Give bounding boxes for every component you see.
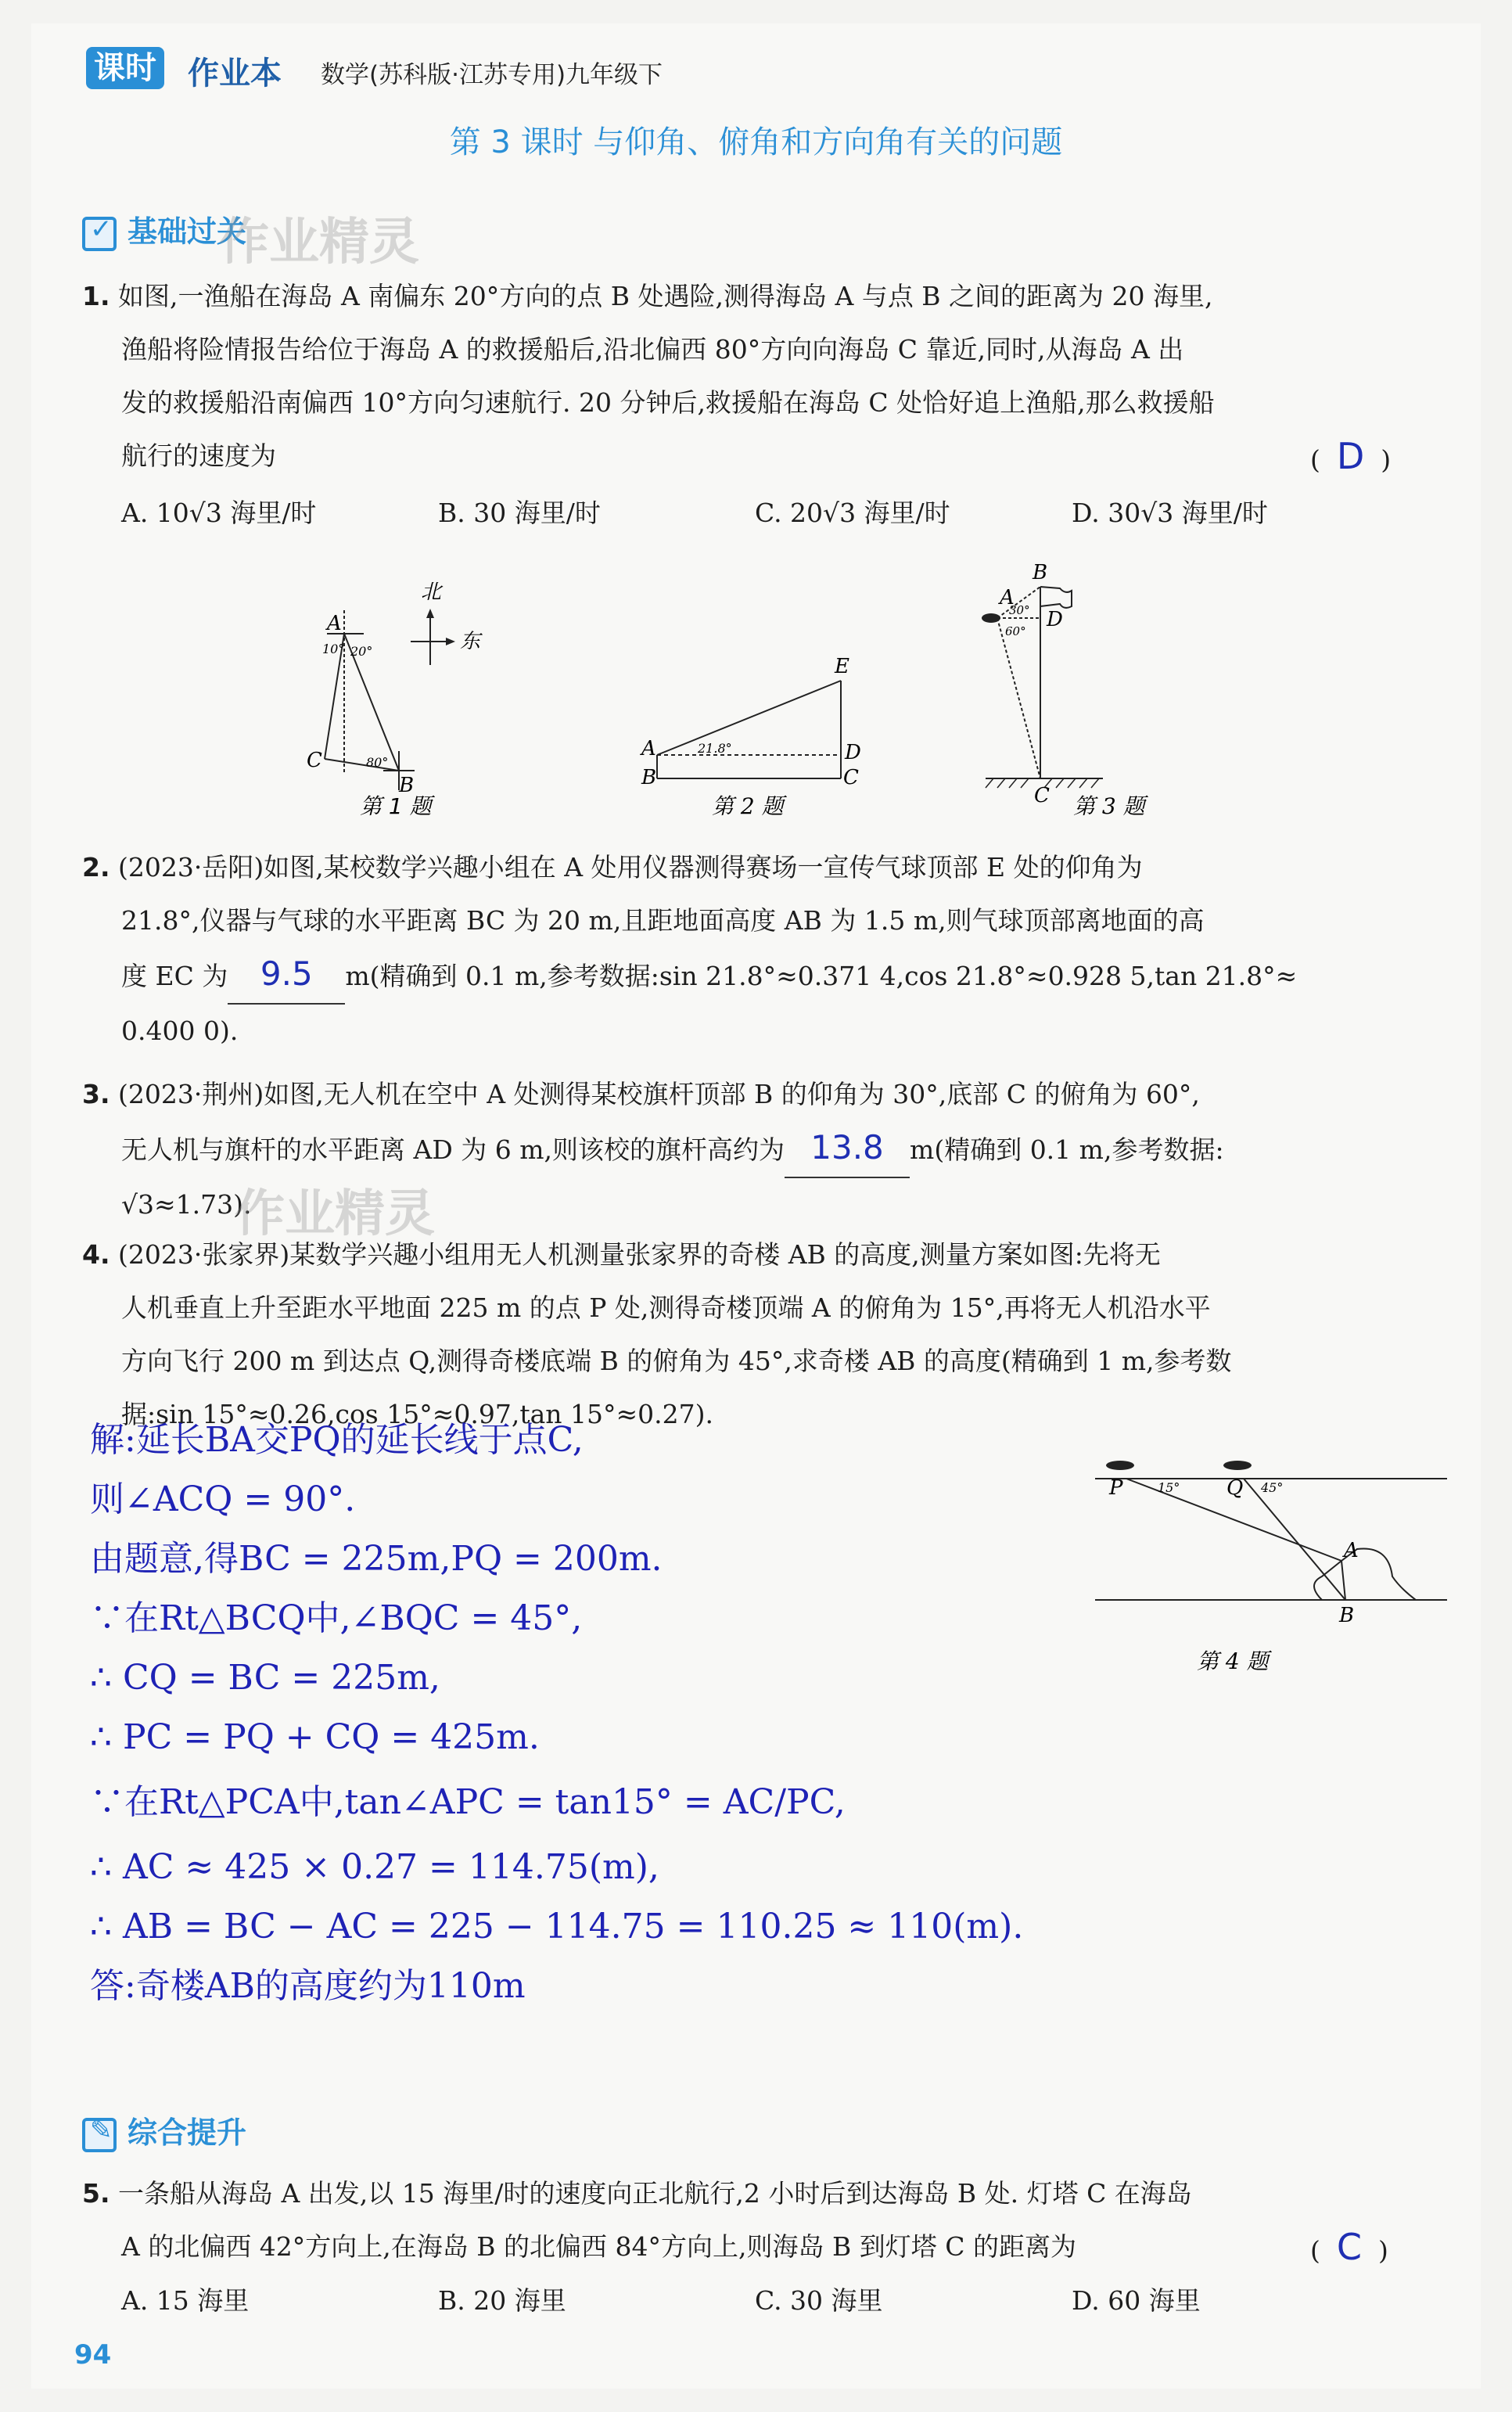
drone-icon bbox=[982, 613, 1000, 623]
q2-text-2: 21.8°,仪器与气球的水平距离 BC 为 20 m,且距地面高度 AB 为 1.5 m,则气球顶部离地面的高 bbox=[121, 905, 1205, 936]
q3-text-3: √3≈1.73). bbox=[121, 1189, 252, 1220]
figure-1 bbox=[307, 581, 483, 819]
q5-option-d: D. 60 海里 bbox=[1072, 2285, 1201, 2316]
q4-solution bbox=[90, 1411, 1023, 2016]
q5-number: 5. bbox=[82, 2178, 110, 2209]
q1-text-1: 如图,一渔船在海岛 A 南偏东 20°方向的点 B 处遇险,测得海岛 A 与点 B 之间的距离为 20 海里, bbox=[118, 281, 1213, 311]
q3-number: 3. bbox=[82, 1079, 110, 1109]
q2-text-3b: m(精确到 0.1 m,参考数据:sin 21.8°≈0.371 4,cos 21.8°≈0.928 5,tan 21.8°≈ bbox=[345, 961, 1298, 991]
q5-option-b: B. 20 海里 bbox=[438, 2285, 566, 2316]
question-2 bbox=[82, 841, 1412, 1058]
fig1-label-c: C bbox=[307, 749, 322, 772]
solution-line: ∴ CQ = BC = 225m, bbox=[90, 1658, 440, 1698]
q1-text-2: 渔船将险情报告给位于海岛 A 的救援船后,沿北偏西 80°方向向海岛 C 靠近,同时,从海岛 A 出 bbox=[121, 334, 1184, 365]
fig2-label-e: E bbox=[835, 655, 849, 678]
q4-text-1: (2023·张家界)某数学兴趣小组用无人机测量张家界的奇楼 AB 的高度,测量方案如图:先将无 bbox=[118, 1239, 1161, 1270]
watermark: 作业精灵 bbox=[219, 214, 419, 271]
fig3-angle-30: 30° bbox=[1009, 603, 1030, 617]
drone-icon bbox=[1223, 1461, 1252, 1470]
q1-option-b: B. 30 海里/时 bbox=[438, 498, 601, 528]
q5-text-2: A 的北偏西 42°方向上,在海岛 B 的北偏西 84°方向上,则海岛 B 到灯塔 C 的距离为 bbox=[121, 2231, 1076, 2262]
pencil-icon: ✎ bbox=[82, 2118, 117, 2152]
q3-text-1: (2023·荆州)如图,无人机在空中 A 处测得某校旗杆顶部 B 的仰角为 30°,底部 C 的俯角为 60°, bbox=[118, 1079, 1200, 1109]
fig1-caption: 第 1 题 bbox=[360, 793, 432, 819]
fig1-angle-80: 80° bbox=[366, 755, 389, 770]
fig3-label-b: B bbox=[1033, 563, 1048, 584]
fig1-label-b: B bbox=[399, 774, 415, 797]
q1-text-3: 发的救援船沿南偏西 10°方向匀速航行. 20 分钟后,救援船在海岛 C 处恰好追上渔船,那么救援船 bbox=[121, 387, 1215, 418]
q2-answer: 9.5 bbox=[260, 954, 313, 993]
subject-label: 数学(苏科版·江苏专用)九年级下 bbox=[321, 61, 663, 89]
q2-text-4: 0.400 0). bbox=[121, 1015, 239, 1046]
q1-option-a: A. 10√3 海里/时 bbox=[121, 498, 317, 528]
fig2-label-c: C bbox=[843, 766, 859, 789]
watermark-2: 作业精灵 bbox=[235, 1185, 435, 1243]
solution-line: ∵在Rt△BCQ中,∠BQC = 45°, bbox=[90, 1598, 583, 1638]
fig3-label-c: C bbox=[1034, 784, 1050, 807]
page-number: 94 bbox=[74, 2339, 112, 2371]
q3-blank bbox=[785, 1121, 910, 1178]
fig2-label-b: B bbox=[641, 766, 657, 789]
solution-line: 解:延长BA交PQ的延长线于点C, bbox=[90, 1420, 584, 1460]
q5-answer: C bbox=[1336, 2226, 1362, 2268]
section-advanced-label: 综合提升 bbox=[127, 2115, 247, 2150]
fig1-east: 东 bbox=[460, 630, 481, 653]
q1-number: 1. bbox=[82, 281, 110, 311]
fig2-caption: 第 2 题 bbox=[712, 793, 784, 819]
q4-number: 4. bbox=[82, 1239, 110, 1270]
solution-line: 由题意,得BC = 225m,PQ = 200m. bbox=[90, 1539, 663, 1579]
fig3-label-a: A bbox=[1000, 586, 1015, 609]
figure-2 bbox=[640, 655, 861, 819]
q5-option-a: A. 15 海里 bbox=[121, 2285, 250, 2316]
question-5 bbox=[82, 2167, 1412, 2274]
logo-badge: 课时 bbox=[86, 47, 164, 89]
q2-blank bbox=[228, 947, 345, 1005]
fig4-angle-45: 45° bbox=[1261, 1480, 1284, 1495]
fig4-angle-15: 15° bbox=[1158, 1480, 1180, 1495]
figure-4 bbox=[1087, 1420, 1455, 1686]
q1-option-d: D. 30√3 海里/时 bbox=[1072, 498, 1268, 528]
fig1-angle-10: 10° bbox=[322, 642, 345, 656]
checkbox-icon: ✓ bbox=[82, 217, 117, 251]
section-advanced bbox=[82, 2108, 246, 2152]
q5-text-1: 一条船从海岛 A 出发,以 15 海里/时的速度向正北航行,2 小时后到达海岛 B 处. 灯塔 C 在海岛 bbox=[118, 2178, 1192, 2209]
question-4 bbox=[82, 1228, 1412, 1441]
q3-text-2b: m(精确到 0.1 m,参考数据: bbox=[910, 1134, 1224, 1165]
fig3-label-d: D bbox=[1047, 608, 1063, 631]
figures-1-3 bbox=[289, 563, 1306, 829]
fig4-caption: 第 4 题 bbox=[1197, 1648, 1269, 1674]
drone-icon bbox=[1106, 1461, 1134, 1470]
fig4-label-p: P bbox=[1109, 1476, 1123, 1500]
fig2-angle: 21.8° bbox=[698, 741, 732, 756]
q1-answer: D bbox=[1336, 435, 1365, 477]
fig4-label-b: B bbox=[1339, 1604, 1355, 1627]
logo-text: 作业本 bbox=[188, 56, 282, 92]
solution-line: 答:奇楼AB的高度约为110m bbox=[90, 1966, 526, 2006]
figure-3 bbox=[982, 563, 1149, 819]
q2-text-1: (2023·岳阳)如图,某校数学兴趣小组在 A 处用仪器测得赛场一宣传气球顶部 E 处的仰角为 bbox=[118, 852, 1143, 882]
section-basic-label: 基础过关 bbox=[127, 214, 247, 249]
q5-option-c: C. 30 海里 bbox=[755, 2285, 883, 2316]
q4-text-3: 方向飞行 200 m 到达点 Q,测得奇楼底端 B 的俯角为 45°,求奇楼 AB 的高度(精确到 1 m,参考数 bbox=[121, 1346, 1232, 1376]
solution-line: ∴ PC = PQ + CQ = 425m. bbox=[90, 1717, 540, 1757]
q4-text-4: 据:sin 15°≈0.26,cos 15°≈0.97,tan 15°≈0.27). bbox=[121, 1399, 714, 1429]
q1-line-4 bbox=[82, 430, 1412, 483]
q5-line-2 bbox=[82, 2220, 1412, 2274]
q1-bracket: ( D ) bbox=[1310, 435, 1392, 477]
q1-line bbox=[82, 270, 1412, 323]
q2-text-3a: 度 EC 为 bbox=[121, 961, 228, 991]
solution-line: 则∠ACQ = 90°. bbox=[90, 1479, 356, 1519]
fig3-caption: 第 3 题 bbox=[1073, 793, 1145, 819]
q2-number: 2. bbox=[82, 852, 110, 882]
solution-line: ∵在Rt△PCA中,tan∠APC = tan15° = AC/PC, bbox=[90, 1782, 846, 1822]
fig2-label-a: A bbox=[641, 737, 656, 760]
fig1-label-a: A bbox=[327, 612, 342, 635]
fig1-angle-20: 20° bbox=[350, 644, 373, 659]
solution-line: ∴ AB = BC − AC = 225 − 114.75 = 110.25 ≈ 110(m). bbox=[90, 1907, 1024, 1946]
fig2-label-d: D bbox=[845, 741, 861, 764]
q3-line-2 bbox=[82, 1121, 1412, 1178]
fig4-label-a: A bbox=[1344, 1539, 1359, 1562]
question-1 bbox=[82, 270, 1412, 483]
q4-text-2: 人机垂直上升至距水平地面 225 m 的点 P 处,测得奇楼顶端 A 的俯角为 15°,再将无人机沿水平 bbox=[121, 1292, 1211, 1323]
lesson-title: 第 3 课时 与仰角、俯角和方向角有关的问题 bbox=[449, 124, 1063, 160]
q1-text-4: 航行的速度为 bbox=[121, 440, 276, 471]
q1-option-c: C. 20√3 海里/时 bbox=[755, 498, 950, 528]
fig3-angle-60: 60° bbox=[1005, 624, 1026, 638]
fig1-north: 北 bbox=[421, 581, 442, 604]
q3-answer: 13.8 bbox=[810, 1128, 884, 1166]
q2-line-3 bbox=[82, 947, 1412, 1005]
fig4-label-q: Q bbox=[1226, 1476, 1244, 1500]
q3-text-2a: 无人机与旗杆的水平距离 AD 为 6 m,则该校的旗杆高约为 bbox=[121, 1134, 785, 1165]
q5-bracket: ( C ) bbox=[1310, 2226, 1388, 2268]
solution-line: ∴ AC ≈ 425 × 0.27 = 114.75(m), bbox=[90, 1847, 659, 1887]
